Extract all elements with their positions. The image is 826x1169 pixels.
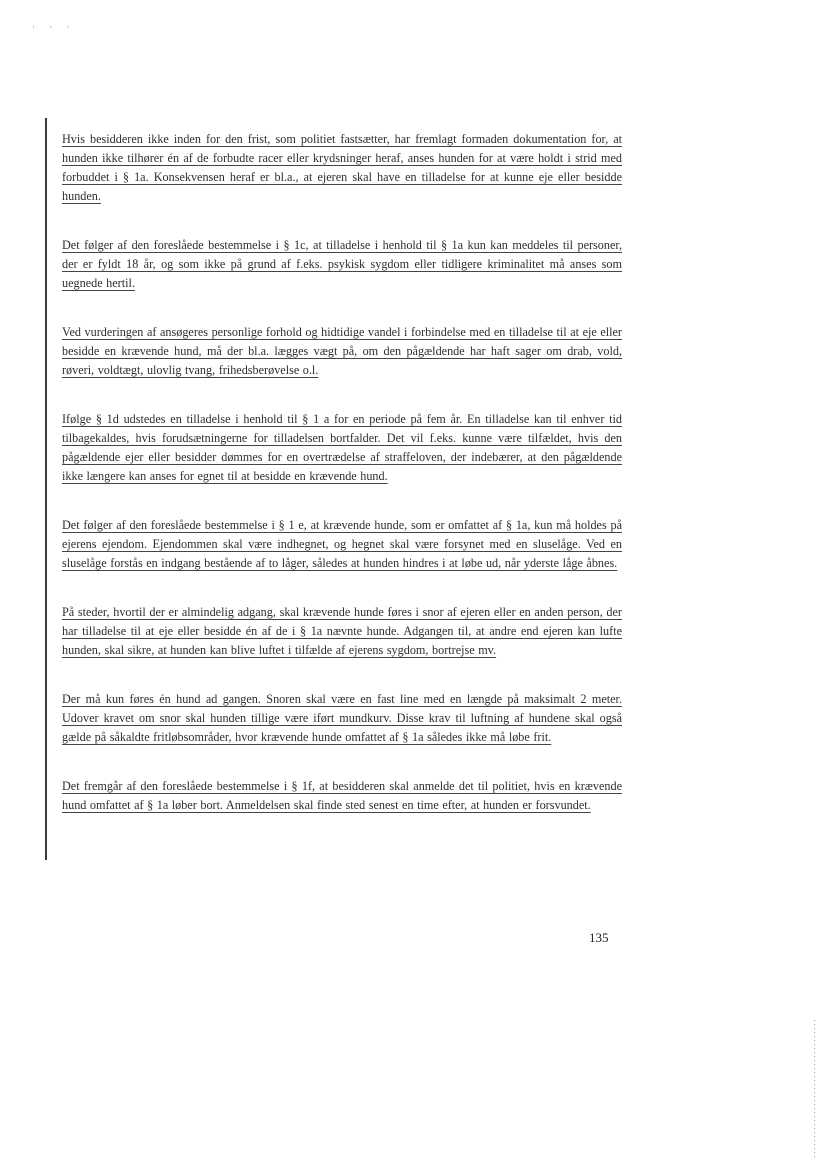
margin-change-bar (45, 118, 47, 860)
paragraph-2: Det følger af den foreslåede bestemmelse i § 1c, at tilladelse i henhold til § 1a kun kan meddeles til personer, der er fyldt 18 år, og som ikke på grund af f.eks. psykisk sygdom eller tidligere kriminalitet må anses som uegnede hertil. (62, 238, 622, 290)
paragraph-4: Ifølge § 1d udstedes en tilladelse i henhold til § 1 a for en periode på fem år. En tilladelse kan til enhver tid tilbagekaldes, hvis forudsætningerne for tilladelsen bortfalder. Det vil f.eks. kunne være tilfældet, hvis den pågældende ejer eller besidder dømmes for en overtrædelse af straffeloven, der indebærer, at den pågældende ikke længere kan anses for egnet til at besidde en krævende hund. (62, 412, 622, 483)
paragraph-7: Der må kun føres én hund ad gangen. Snoren skal være en fast line med en længde på maksimalt 2 meter. Udover kravet om snor skal hunden tillige være iført mundkurv. Disse krav til luftning af hundene skal også gælde på såkaldte fritløbsområder, hvor krævende hunde omfattet af § 1a således ikke må løbe frit. (62, 692, 622, 744)
document-body (62, 130, 622, 845)
paragraph-5: Det følger af den foreslåede bestemmelse i § 1 e, at krævende hunde, som er omfattet af § 1a, kun må holdes på ejerens ejendom. Ejendommen skal være indhegnet, og hegnet skal være forsynet med en sluselåge. Ved en sluselåge forstås en indgang bestående af to låger, således at hunden hindres i at løbe ud, når yderste låge åbnes. (62, 518, 622, 570)
paragraph-1: Hvis besidderen ikke inden for den frist, som politiet fastsætter, har fremlagt formaden dokumentation for, at hunden ikke tilhører én af de forbudte racer eller krydsninger heraf, anses hunden for at være holdt i strid med forbuddet i § 1a. Konsekvensen heraf er bl.a., at ejeren skal have en tilladelse for at kunne eje eller besidde hunden. (62, 132, 622, 203)
paragraph-6: På steder, hvortil der er almindelig adgang, skal krævende hunde føres i snor af ejeren eller en anden person, der har tilladelse til at eje eller besidde én af de i § 1a nævnte hunde. Adgangen til, at andre end ejeren kan lufte hunden, skal sikre, at hunden kan blive luftet i tilfælde af ejerens sygdom, bortrejse mv. (62, 605, 622, 657)
page-number: 135 (589, 930, 609, 945)
corner-marks: · · · (32, 22, 76, 32)
scan-edge-artifact (814, 1020, 815, 1160)
paragraph-3: Ved vurderingen af ansøgeres personlige forhold og hidtidige vandel i forbindelse med en tilladelse til at eje eller besidde en krævende hund, må der bl.a. lægges vægt på, om den pågældende har haft sager om drab, vold, røveri, voldtægt, ulovlig tvang, frihedsberøvelse o.l. (62, 325, 622, 377)
paragraph-8: Det fremgår af den foreslåede bestemmelse i § 1f, at besidderen skal anmelde det til politiet, hvis en krævende hund omfattet af § 1a løber bort. Anmeldelsen skal finde sted senest en time efter, at hunden er forsvundet. (62, 779, 622, 812)
